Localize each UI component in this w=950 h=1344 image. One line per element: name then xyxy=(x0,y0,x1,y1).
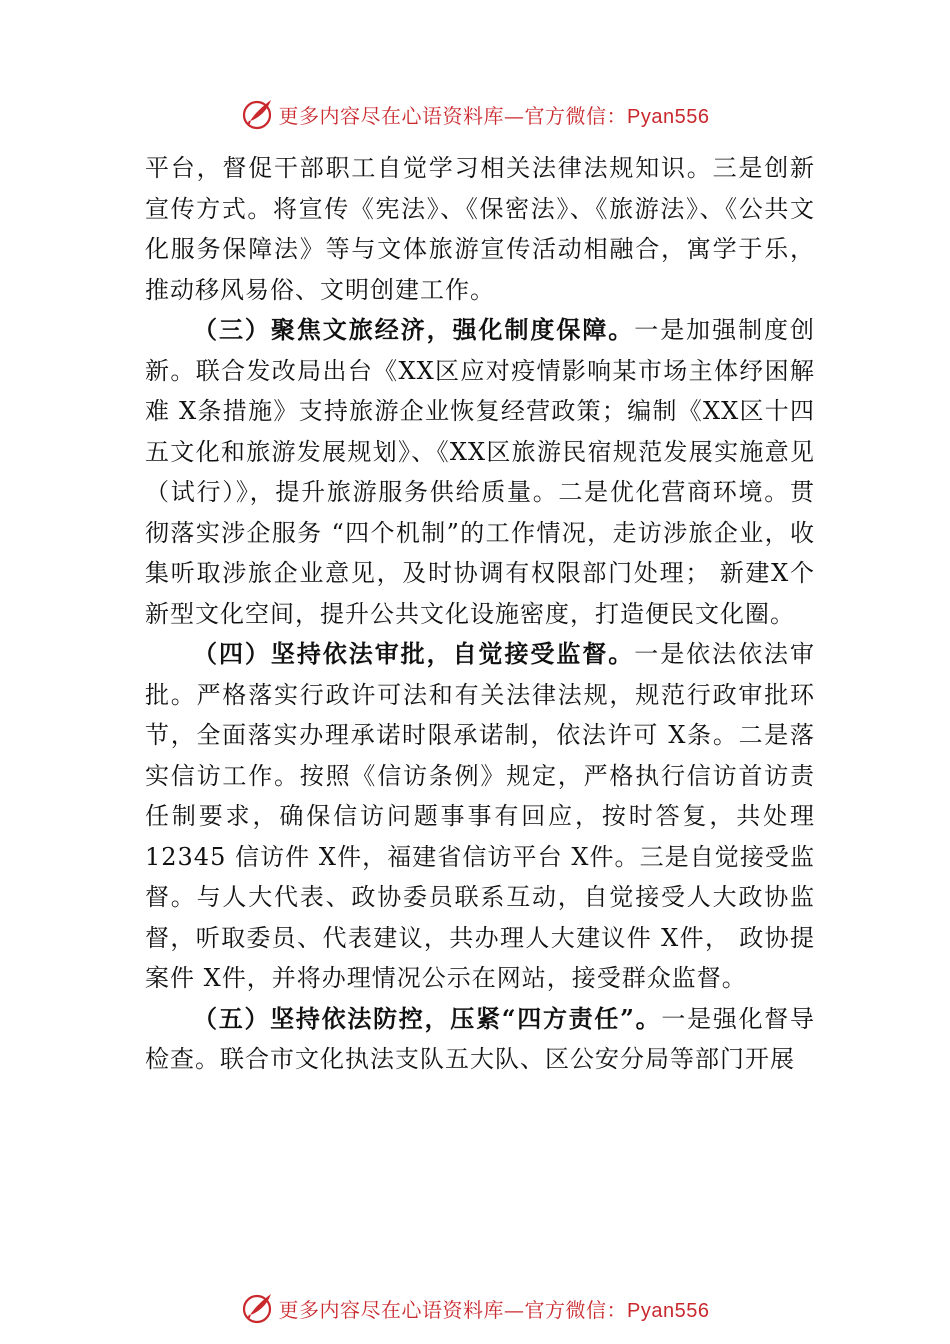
paragraph-section-5 xyxy=(145,999,815,1080)
document-body xyxy=(145,148,815,1080)
paragraph-body: 一是加强制度创新。联合发改局出台《XX区应对疫情影响某市场主体纾困解难 X条措施》支持旅游企业恢复经营政策；编制《XX区十四五文化和旅游发展规划》、《XX区旅游民宿规范发展实施意见（试行）》，提升旅游服务供给质量。二是优化营商环境。贯彻落实涉企服务 “四个机制”的工作情况，走访涉旅企业，收集听取涉旅企业意见，及时协调有权限部门处理； 新建X个新型文化空间，提升公共文化设施密度，打造便民文化圈。 xyxy=(145,316,816,628)
quill-seal-icon xyxy=(241,1291,275,1325)
paragraph-section-3 xyxy=(145,310,815,634)
paragraph-section-4 xyxy=(145,634,815,999)
watermark-text: 更多内容尽在心语资料库—官方微信：Pyan556 xyxy=(278,1297,710,1322)
paragraph-body: 一是强化督导检查。联合市文化执法支队五大队、区公安分局等部门开展 xyxy=(145,1004,816,1073)
header-watermark xyxy=(0,94,950,134)
quill-seal-icon xyxy=(241,97,275,131)
section-heading: （五）坚持依法防控，压紧“四方责任”。 xyxy=(193,1003,662,1033)
footer-watermark xyxy=(0,1288,950,1328)
watermark-wechat-id: Pyan556 xyxy=(627,1299,710,1322)
paragraph-body: 平台，督促干部职工自觉学习相关法律法规知识。三是创新宣传方式。将宣传《宪法》、《保密法》、《旅游法》、《公共文化服务保障法》等与文体旅游宣传活动相融合，寓学于乐， 推动移风易俗、文明创建工作。 xyxy=(145,154,815,304)
watermark-wechat-id: Pyan556 xyxy=(627,105,710,128)
paragraph-continuation xyxy=(145,148,815,310)
section-heading: （三）聚焦文旅经济，强化制度保障。 xyxy=(193,315,635,344)
section-heading: （四）坚持依法审批，自觉接受监督。 xyxy=(193,639,635,668)
watermark-text: 更多内容尽在心语资料库—官方微信：Pyan556 xyxy=(278,103,710,128)
paragraph-body: 一是依法依法审批。严格落实行政许可法和有关法律法规，规范行政审批环节，全面落实办理承诺时限承诺制，依法许可 X条。二是落实信访工作。按照《信访条例》规定，严格执行信访首访责任制要求，确保信访问题事事有回应，按时答复，共处理12345 信访件 X件，福建省信访平台 X件。三是自觉接受监督。与人大代表、政协委员联系互动，自觉接受人大政协监督，听取委员、代表建议，共办理人大建议件 X件， 政协提案件 X件，并将办理情况公示在网站，接受群众监督。 xyxy=(145,640,816,992)
